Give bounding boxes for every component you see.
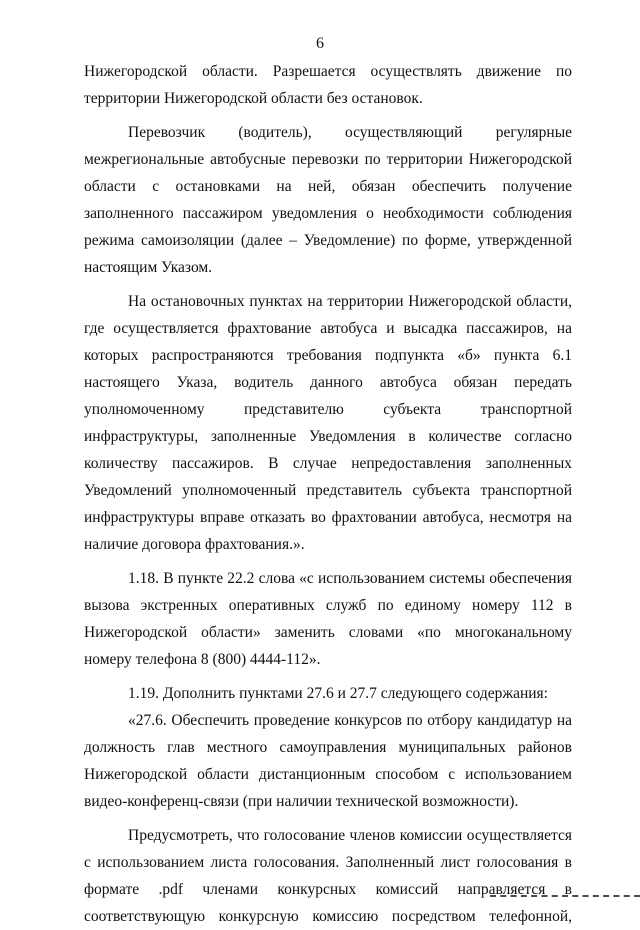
paragraph-voting-procedure: Предусмотреть, что голосование членов комиссии осуществляется с использованием листа голосования. Заполненный лист голосования в формате .pdf членами конкурсных комиссий направляется в соответствующую конкурсную комиссию посредством телефонной, — [84, 827, 572, 925]
scan-edge-artifact — [490, 893, 640, 897]
page-number: 6 — [316, 35, 324, 52]
paragraph-region-travel-end: Нижегородской области. Разрешается осуществлять движение по территории Нижегородской области без остановок. — [84, 63, 572, 107]
paragraph-carrier-notification: Перевозчик (водитель), осуществляющий регулярные межрегиональные автобусные перевозки по территории Нижегородской области с остановками на ней, обязан обеспечить получение заполненного пассажиром уведомления о необходимости соблюдения режима самоизоляции (далее – Уведомление) по форме, утвержденной настоящим Указом. — [84, 124, 572, 276]
paragraph-item-1-18: 1.18. В пункте 22.2 слова «с использованием системы обеспечения вызова экстренных оперативных служб по единому номеру 112 в Нижегородской области» заменить словами «по многоканальному номеру телефона 8 (800) 4444-112». — [84, 570, 572, 668]
paragraph-bus-stops: На остановочных пунктах на территории Нижегородской области, где осуществляется фрахтование автобуса и высадка пассажиров, на которых распространяются требования подпункта «б» пункта 6.1 настоящего Указа, водитель данного автобуса обязан передать уполномоченному представителю субъекта транспортной инфраструктуры, заполненные Уведомления в количестве согласно количеству пассажиров. В случае непредоставления заполненных Уведомлений уполномоченный представитель субъекта транспортной инфраструктуры вправе отказать во фрахтовании автобуса, несмотря на наличие договора фрахтования.». — [84, 293, 572, 553]
paragraph-item-1-19: 1.19. Дополнить пунктами 27.6 и 27.7 следующего содержания: — [128, 685, 548, 702]
paragraph-item-27-6: «27.6. Обеспечить проведение конкурсов по отбору кандидатур на должность глав местного самоуправления муниципальных районов Нижегородской области дистанционным способом с использованием видео-конференц-связи (при наличии технической возможности). — [84, 712, 572, 810]
document-body — [84, 58, 572, 930]
